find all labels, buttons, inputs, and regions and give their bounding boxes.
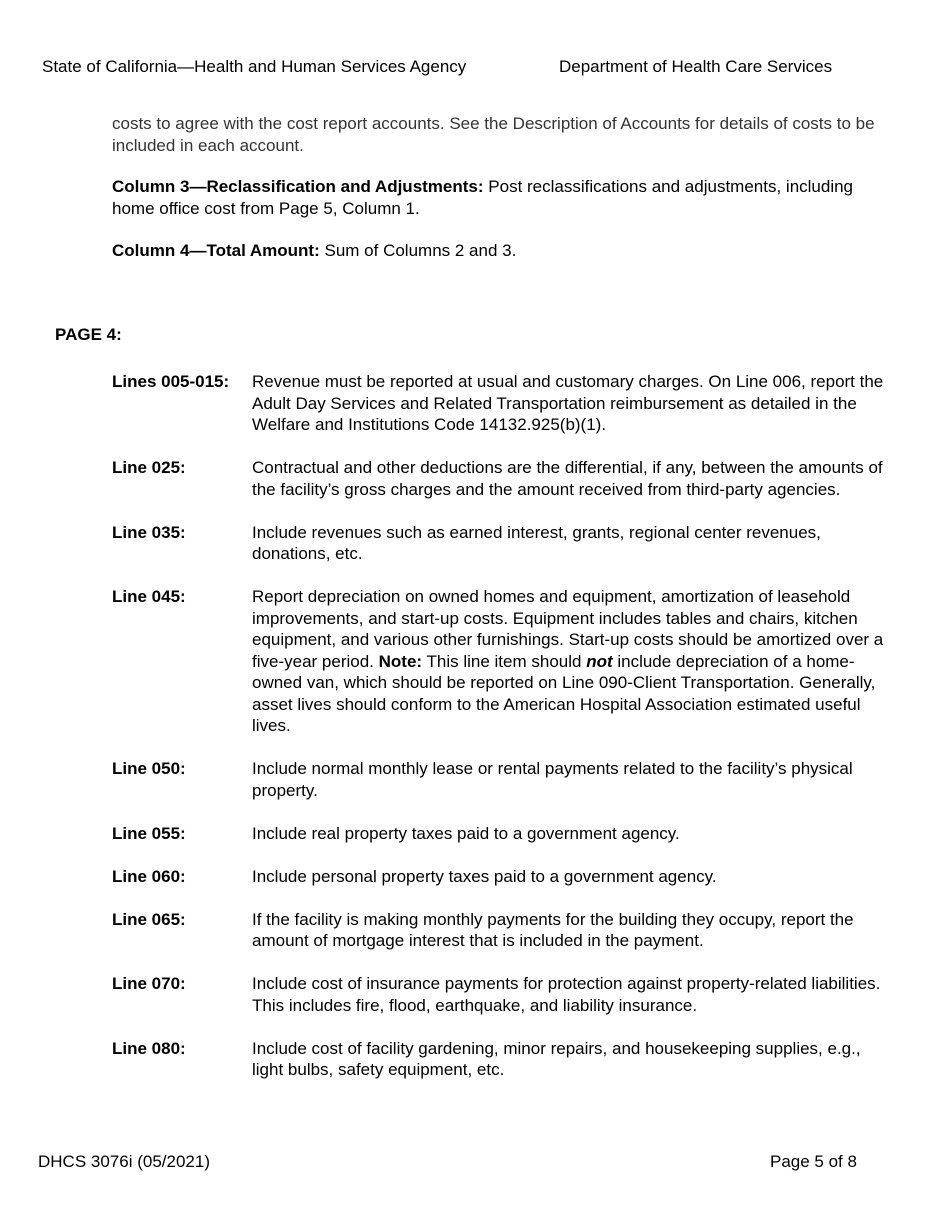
line-label: Line 045: [112,587,186,606]
line-description: Include cost of insurance payments for protection against property-related liabilities. This includes fire, flood, earthquake, and liability insurance. [252,974,881,1015]
line-label: Line 070: [112,974,186,993]
line-item-065 [112,909,892,952]
intro-paragraph: costs to agree with the cost report accounts. See the Description of Accounts for details of costs to be included in each account. [112,114,875,155]
header-department: Department of Health Care Services [559,57,833,76]
line-text-part: This line item should [422,651,587,671]
column4-paragraph [112,240,892,262]
line-description: Include cost of facility gardening, minor repairs, and housekeeping supplies, e.g., light bulbs, safety equipment, etc. [252,1038,861,1079]
line-item-035 [112,522,892,565]
line-item-050 [112,758,892,801]
page-heading: PAGE 4: [55,325,122,344]
line-item-005-015 [112,371,892,436]
footer-page-number: Page 5 of 8 [770,1152,857,1171]
line-description: Revenue must be reported at usual and customary charges. On Line 006, report the Adult Day Services and Related Transportation reimbursement as detailed in the Welfare and Institutions Code 14132.925(b)(1). [252,372,884,434]
line-items-list [112,371,892,1102]
line-description: Include revenues such as earned interest, grants, regional center revenues, donations, etc. [252,522,821,563]
line-label: Lines 005-015: [112,372,230,391]
line-label: Line 060: [112,866,186,886]
line-description: Include real property taxes paid to a government agency. [252,823,680,843]
line-label: Line 065: [112,909,186,929]
line-item-025 [112,457,892,500]
line-item-080 [112,1038,892,1081]
line-item-055 [112,823,892,845]
line-description: Include personal property taxes paid to a government agency. [252,866,717,886]
footer-form-id: DHCS 3076i (05/2021) [38,1152,210,1171]
line-description: If the facility is making monthly payments for the building they occupy, report the amount of mortgage interest that is included in the payment. [252,909,854,950]
column3-paragraph [112,176,892,219]
line-item-070 [112,973,892,1016]
line-description [252,586,892,737]
column4-label: Column 4—Total Amount: [112,241,320,260]
header-agency: State of California—Health and Human Services Agency [42,57,467,76]
line-label: Line 055: [112,823,186,843]
line-description: Include normal monthly lease or rental payments related to the facility’s physical property. [252,759,853,800]
line-text-part: include depreciation of a home-owned van, which should be reported on Line 090-Client Transportation. Generally, asset lives should conform to the American Hospital Association estimated useful lives. [252,651,876,735]
emphasis-not: not [586,651,613,671]
line-item-060 [112,866,892,888]
line-item-045 [112,586,892,737]
line-label: Line 025: [112,458,186,477]
line-text-part: Report depreciation on owned homes and equipment, amortization of leasehold improvements, and start-up costs. Equipment includes tables and chairs, kitchen equipment, and various other furnishings. Start-up costs should be amortized over a five-year period. [252,587,884,671]
line-label: Line 080: [112,1038,186,1058]
column3-label: Column 3—Reclassification and Adjustments: [112,177,484,196]
line-label: Line 050: [112,759,186,778]
line-description: Contractual and other deductions are the differential, if any, between the amounts of the facility’s gross charges and the amount received from third-party agencies. [252,458,883,499]
line-label: Line 035: [112,522,186,542]
column4-text: Sum of Columns 2 and 3. [319,241,517,260]
note-label: Note: [378,651,423,671]
column3-text: Post reclassifications and adjustments, including home office cost from Page 5, Column 1. [112,177,854,218]
